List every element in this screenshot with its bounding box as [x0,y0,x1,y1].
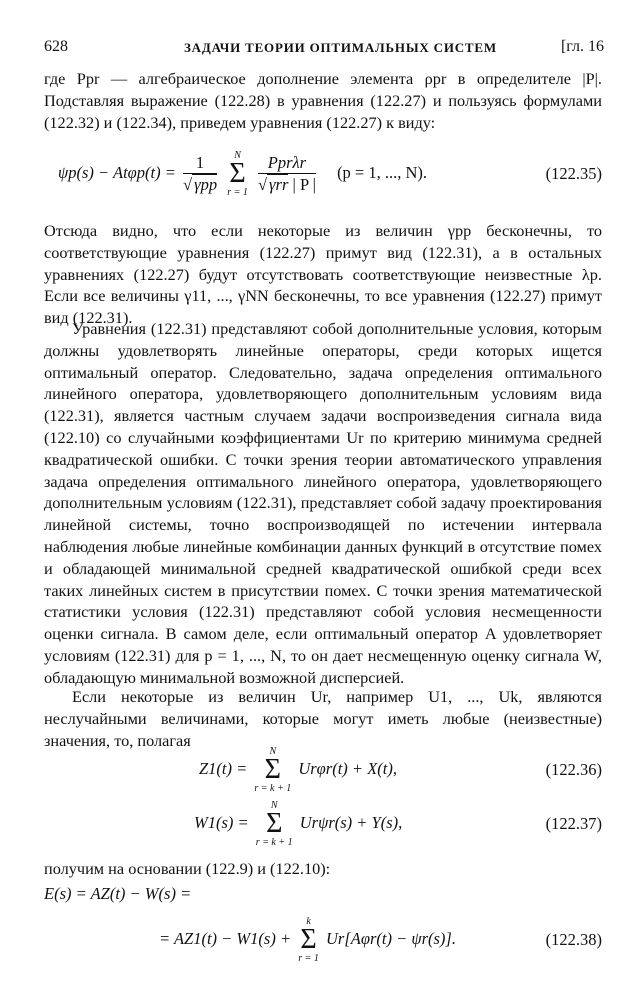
eq38-rhs: Ur[Aφr(t) − ψr(s)]. [325,928,456,948]
eq36-lhs: Z1(t) = [199,758,248,778]
equation-122-37 [44,794,602,852]
eq36-sum-top: N [269,746,277,757]
equation-122-35 [44,140,602,204]
eq38-sum-top: k [306,916,311,927]
eq37-number: (122.37) [545,814,602,833]
equation-122-36 [44,740,602,798]
eq37-rhs: Urψr(s) + Y(s), [299,812,403,832]
eq37-sum-top: N [270,800,278,811]
eq35-gamma-pp: γpp [194,174,218,194]
eq38-sum: k Σ r = 1 [298,916,319,964]
eq38-line1: E(s) = AZ(t) − W(s) = [44,884,192,903]
eq35-condition: (p = 1, ..., N). [337,162,428,182]
eq35-one: 1 [183,153,217,174]
eq38-lhs: = AZ1(t) − W1(s) + [159,928,292,948]
paragraph-5: получим на основании (122.9) и (122.10): [44,859,331,878]
eq35-fraction-one: $\frac{1}{\text{√ γpp}}$ [183,152,218,194]
eq35-sum: N Σ r = 1 [227,150,248,198]
eq37-sum-bottom: r = k + 1 [255,837,293,848]
paragraph-1: где Ppr — алгебраическое дополнение элемента ρpr в определителе |P|. Подставляя выражение (122.28) в уравнения (122.27) и пользуясь формулами (122.32) и (122.34), приведем уравнения (122.27) к виду: [44,69,602,132]
eq36-sum-bottom: r = k + 1 [254,783,292,794]
equation-122-38-line-1 [44,884,602,910]
eq37-sum: N Σ r = k + 1 [255,800,293,848]
paragraph-2: Отсюда видно, что если некоторые из величин γpp бесконечны, то соответствующие уравнения (122.27) примут вид (122.31), а в остальных уравнениях (122.27) будут отсутствовать соответствующие неизвестные λp. Если все величины γ11, ..., γNN бесконечны, то все уравнения (122.27) примут вид (122.31). [44,221,602,328]
running-title: ЗАДАЧИ ТЕОРИИ ОПТИМАЛЬНЫХ СИСТЕМ [184,40,497,55]
eq38-number: (122.38) [545,930,602,949]
eq36-sum: N Σ r = k + 1 [254,746,292,794]
paragraph-4: Если некоторые из величин Ur, например U1, ..., Uk, являются неслучайными величинами, которые могут иметь любые (неизвестные) значения, то, полагая [44,687,602,750]
eq35-lhs: ψp(s) − Atφp(t) = [58,162,176,182]
eq35-numerator: Pprλr [258,153,316,174]
eq36-rhs: Urφr(t) + X(t), [298,758,397,778]
eq36-number: (122.36) [545,760,602,779]
eq38-sum-bottom: r = 1 [298,953,319,964]
eq35-fraction-main: $\frac{\text{Pprλr}}{\text{√ γrr | P |}}$ [257,152,316,194]
eq35-gamma-rr: γrr [269,174,289,194]
paragraph-3: Уравнения (122.31) представляют собой дополнительные условия, которым должны удовлетворять линейные операторы, среди которых ищется оптимальный оператор. Следовательно, задача определения оптимального линейного оператора, удовлетворяющего дополнительным условиям вида (122.31), является частным случаем задачи воспроизведения сигнала вида (122.10) со случайными коэффициентами Ur по критерию минимума средней квадратической ошибки. С точки зрения теории автоматического управления задача определения оптимального линейного оператора, удовлетворяющего дополнительным условиям (122.31), представляет собой задачу проектирования линейной системы, точно воспроизводящей по истечении интервала наблюдения любые линейные комбинации данных функций в отсутствие помех и обладающей минимальной средней квадратической ошибкой среди всех таких линейных систем в присутствии помех. С точки зрения математической статистики условия (122.31) представляют собой условия несмещенности оценки сигнала. В самом деле, если оптимальный оператор A удовлетворяет условиям (122.31) для p = 1, ..., N, то он дает несмещенную оценку сигнала W, обладающую минимальной возможной дисперсией. [44,319,602,687]
equation-122-38-line-2 [44,914,602,972]
running-header [44,38,604,62]
eq35-sum-bottom: r = 1 [227,187,248,198]
eq35-sum-top: N [234,150,241,161]
eq35-number: (122.35) [545,164,602,183]
eq37-lhs: W1(s) = [194,812,249,832]
eq35-det: | P | [292,174,316,194]
page-number: 628 [44,38,68,55]
chapter-label: [гл. 16 [560,38,604,55]
